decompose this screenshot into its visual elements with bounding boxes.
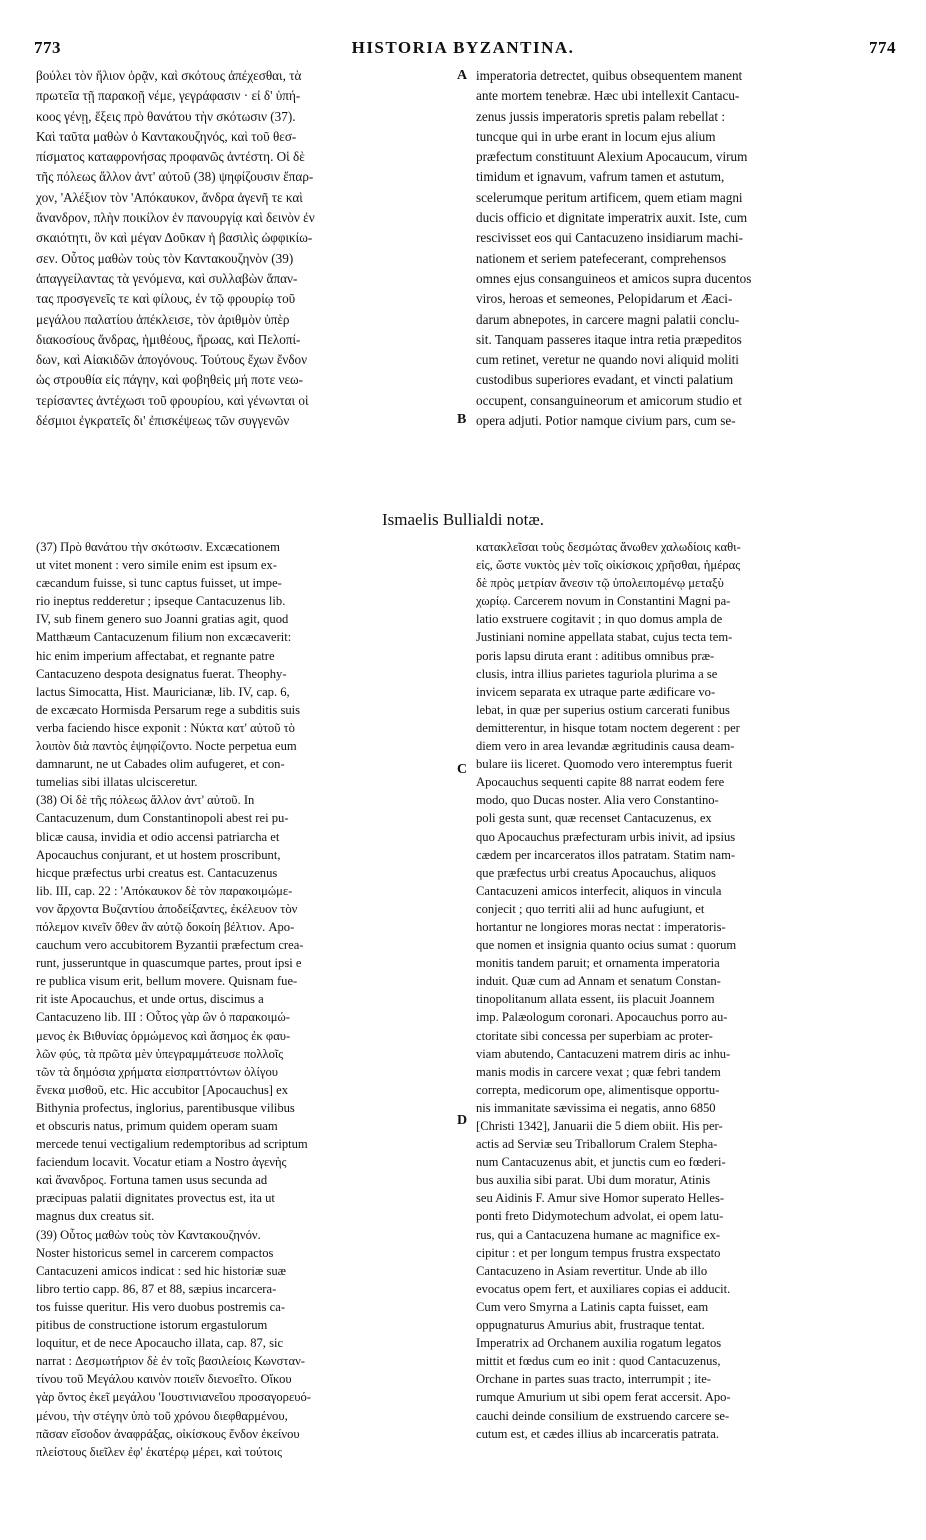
text-line: rit iste Apocauchus, et unde ortus, discimus a [36, 992, 264, 1007]
text-line: tinopolitanum allata essent, iis placuit Joannem [476, 992, 715, 1007]
text-line: actis ad Serviæ seu Triballorum Cralem Stepha- [476, 1137, 718, 1152]
text-line: poli gesta sunt, quæ recenset Cantacuzenus, ex [476, 811, 712, 826]
text-line: tumelias sibi illatas ulcisceretur. [36, 775, 198, 790]
text-line: præcipuas palatii dignitates provectus est, ita ut [36, 1191, 275, 1206]
text-line: Cantacuzeno despota designatus fuerat. Theophy- [36, 666, 287, 681]
text-line: cauchi deinde consilium de exstruendo carcere se- [476, 1408, 730, 1423]
text-line: faciendum locavit. Vocatur etiam a Nostro ἀγενὴς [36, 1155, 287, 1170]
text-line: δων, καὶ Αἰακιδῶν ἀπογόνους. Τούτους ἔχων ἔνδον [36, 352, 308, 368]
text-line: σκαιότητι, ὃν καὶ μέγαν Δοῦκαν ἡ βασιλὶς ὠφφικίω- [36, 230, 313, 246]
text-line: invicem separata ex utraque parte ædificare vo- [476, 684, 716, 699]
text-line: τερίσαντες ἀντέχωσι τοῦ φρουρίου, καὶ γένωνται οἱ [36, 392, 309, 408]
text-line: de excæcato Hormisda Persarum rege a subditis suis [36, 702, 301, 717]
text-line: narrat : Δεσμωτήριον δὲ ἐν τοῖς βασιλείοις Κωνσταν- [36, 1354, 305, 1369]
text-line: opera adjuti. Potior namque civium pars, cum se- [476, 413, 736, 429]
text-line: custodibus superiores evadant, et vincti palatium [476, 372, 734, 388]
text-line: evocatus opem fert, et auxiliares copias ei adducit. [476, 1281, 731, 1296]
text-line: καὶ ἄνανδρος. Fortuna tamen usus secunda ad [36, 1173, 268, 1188]
text-line: cutum est, et cædes illius ab incarceratis patrata. [476, 1426, 720, 1441]
text-line: τῶν τὰ δημόσια χρήματα εἰσπραττόντων ὀλίγου [36, 1064, 279, 1079]
text-line: Apocauchus sequenti capite 88 narrat eodem fere [476, 775, 725, 790]
text-line: zenus jussis imperatoris spretis palam rebellat : [476, 108, 726, 124]
text-line: rumque Amurium ut sibi opem ferat accersit. Apo- [476, 1390, 731, 1405]
text-line: hicque præfectus urbi creatus est. Cantacuzenus [36, 865, 278, 880]
text-line: poris lapsu diruta erant : aditibus omnibus præ- [476, 648, 715, 663]
text-line: ante mortem tenebræ. Hæc ubi intellexit Cantacu- [476, 88, 740, 104]
text-line: ἄνανδρον, πλὴν ποικίλον ἐν πανουργίᾳ καὶ δεινὸν ἐν [36, 210, 315, 226]
text-line: timidum et ignavum, vafrum tamen et astutum, [476, 169, 725, 185]
margin-letter-c: C [457, 762, 468, 777]
text-line: omnes ejus consanguineos et amicos supra ducentos [476, 270, 752, 286]
text-line: cauchum vero accubitorem Byzantii præfectum crea- [36, 938, 304, 953]
text-line: mercede tenui vectigalium redemptoribus ad scriptum [36, 1137, 308, 1152]
text-line: κατακλεῖσαι τοὺς δεσμώτας ἄνωθεν χαλωδίοις καθι- [476, 540, 741, 554]
page-number-left: 773 [34, 38, 61, 57]
text-line: μεγάλου παλατίου ἀπέκλεισε, τὸν ἀριθμὸν ὑπὲρ [36, 311, 290, 327]
text-line: ducis officio et dignitate imperatrix auxit. Iste, cum [476, 210, 748, 226]
running-title: HISTORIA BYZANTINA. [351, 38, 575, 57]
text-line: et obscuris natus, primum quidem operam suam [36, 1119, 278, 1133]
text-line: μένου, τὴν στέγην ὑπὸ τοῦ χρόνου διεφθαρμένου, [36, 1408, 288, 1423]
notes-left-column [36, 538, 454, 1461]
text-line: ctoritate sibi concessa per superbiam ac proter- [476, 1028, 713, 1043]
margin-letter-a: A [457, 68, 468, 83]
text-line: Cantacuzeni amicos interfecit, aliquos in vincula [476, 883, 722, 898]
text-line: num Cantacuzenus abit, et junctis cum eo fœderi- [476, 1155, 726, 1170]
text-line: præfectum constituunt Alexium Apocaucum, virum [476, 149, 748, 165]
text-line: Apocauchus conjurant, et ut hostem proscribunt, [36, 847, 281, 862]
text-line: μενος ἐκ Βιθυνίας ὁρμώμενος καὶ ἄσημος ἐκ φαυ- [36, 1028, 291, 1043]
text-line: rus, qui a Cantacuzena humane ac magnifice ex- [476, 1227, 721, 1242]
text-line: lebat, in quæ per superius ostium carcerati funibus [476, 702, 730, 717]
text-line: cædem per incarceratos illos patratam. Statim nam- [476, 847, 736, 862]
text-line: Bithynia profectus, inglorius, parentibusque vilibus [36, 1100, 295, 1115]
text-line: ἕνεκα μισθοῦ, etc. Hic accubitor [Apocauchus] ex [36, 1082, 289, 1097]
text-line: cum retinet, veretur ne quando novi aliquid moliti [476, 352, 739, 368]
text-line: darum abnepotes, in carcere magni palatii conclu- [476, 311, 740, 327]
text-line: IV, sub finem genero suo Joanni gratias agit, quod [36, 612, 289, 627]
text-line: runt, jusseruntque in quascumque partes, prout ipsi e [36, 956, 302, 971]
text-line: hic enim imperium affectabat, et regnante patre [36, 648, 275, 663]
text-line: damnarunt, ne ut Cabades olim aufugeret, et con- [36, 757, 285, 772]
text-line: tos fuisse queritur. His vero duobus postremis ca- [36, 1299, 286, 1314]
text-line: ut vitet monent : vero simile enim est ipsum ex- [36, 558, 277, 573]
text-line: que nomen et insignia quanto ocius sumat : quorum [476, 938, 737, 953]
text-line: induit. Quæ cum ad Annam et senatum Constan- [476, 974, 721, 989]
text-line: ὡς στρουθία εἰς πάγην, καὶ φοβηθεὶς μή ποτε νεω- [36, 372, 304, 388]
text-line: verba faciendo hisce exponit : Νύκτα κατ' αὐτοῦ τὸ [36, 720, 295, 735]
text-line: δὲ πρὸς μετρίαν ἄνεσιν τῷ ὑπολειπομένῳ μεταξὺ [476, 576, 724, 591]
text-line: re publica visum erit, bellum movere. Quisnam fue- [36, 974, 298, 989]
text-line: latio exstruere cogitavit ; in quo domus ampla de [476, 612, 723, 627]
text-line: τίνου τοῦ Μεγάλου καινὸν ποιεῖν διενοεῖτο. Οἴκου [36, 1372, 292, 1387]
page-number-right: 774 [869, 38, 896, 57]
text-line: rescivisset eos qui Cantacuzeno insidiarum machi- [476, 230, 743, 246]
text-line: Cantacuzeni amicos indicat : sed hic historiæ suæ [36, 1263, 287, 1278]
margin-letter-d: D [457, 1113, 468, 1128]
text-line: ἀπαγγείλαντας τὰ γενόμενα, καὶ συλλαβὼν ἅπαν- [36, 270, 298, 286]
text-line: (39) Οὗτος μαθὼν τοὺς τὸν Καντακουζηνόν. [36, 1227, 261, 1242]
text-line: scelerumque peritum artificem, quem etiam magni [476, 189, 743, 205]
notes-title: Ismaelis Bullialdi notæ. [382, 510, 544, 529]
text-line: Cantacuzenum, dum Constantinopoli abest rei pu- [36, 811, 289, 826]
text-line: σεν. Οὗτος μαθὼν τοὺς τὸν Καντακουζηνὸν (39) [36, 250, 294, 266]
text-line: [Christi 1342], Januarii die 5 diem obiit. His per- [476, 1119, 723, 1133]
text-line: πᾶσαν εἴσοδον ἀναφράξας, οἰκίσκους ἔνδον ἐκείνου [36, 1426, 300, 1441]
text-line: imperatoria detrectet, quibus obsequentem manent [476, 68, 743, 83]
text-line: Καὶ ταῦτα μαθὼν ὁ Καντακουζηνός, καὶ τοῦ θεσ- [36, 128, 297, 144]
text-line: nationem et seriem patefecerant, comprehensos [476, 250, 727, 266]
text-line: rio ineptus redderetur ; ipseque Cantacuzenus lib. [36, 594, 286, 609]
text-line: libro tertio capp. 86, 87 et 88, sæpius incarcera- [36, 1281, 277, 1296]
text-line: λοιπὸν διὰ παντὸς ἐψηφίζοντο. Nocte perpetua eum [36, 739, 297, 754]
text-line: νον ἄρχοντα Βυζαντίου ἀποδείξαντες, ἐκέλευον τὸν [36, 901, 298, 916]
text-line: viros, heroas et semeones, Pelopidarum et Æaci- [476, 291, 733, 307]
text-line: blicæ causa, invidia et odio accensi patriarcha et [36, 829, 280, 844]
text-line: τῆς πόλεως ἄλλον ἀντ' αὐτοῦ (38) ψηφίζουσιν ἔπαρ- [36, 169, 314, 185]
text-line: Orchane in partes suas tracto, interrumpit ; ite- [476, 1372, 712, 1387]
text-line: clusis, intra illius parietes taguriola plurima a se [476, 666, 718, 681]
text-line: conjecit ; quo territi alii ad hunc aufugiunt, et [476, 901, 705, 916]
notes-right-column [476, 538, 900, 1443]
text-line: εἰς, ὥστε νυκτὸς μὲν τοῖς οἰκίσκοις χρῆσθαι, ἡμέρας [476, 558, 741, 573]
text-line: Matthæum Cantacuzenum filium non excæcaverit: [36, 630, 292, 645]
text-line: imp. Palæologum coronari. Apocauchus porro au- [476, 1010, 728, 1025]
text-line: sit. Tanquam passeres itaque intra retia præpeditos [476, 331, 742, 347]
text-line: διακοσίους ἄνδρας, ἡμιθέους, ἥρωας, καὶ Πελοπί- [36, 331, 301, 347]
text-line: Justiniani nomine appellata stabat, cujus tecta tem- [476, 630, 733, 645]
text-line: hortantur ne longiores moras nectat : imperatoris- [476, 919, 726, 934]
text-line: Noster historicus semel in carcerem compactos [36, 1245, 274, 1260]
text-line: πόλεμον κινεῖν ὅθεν ἂν αὐτῷ δοκοίη βέλτιον. Apo- [36, 919, 295, 934]
text-line: βούλει τὸν ἥλιον ὁρᾷν, καὶ σκότους ἀπέχεσθαι, τὰ [36, 68, 302, 83]
margin-letter-b: B [457, 412, 467, 427]
running-header [0, 38, 926, 62]
text-line: κοος γένῃ, ἕξεις πρὸ θανάτου τὴν σκότωσιν (37). [36, 108, 296, 124]
text-line: oppugnaturus Amurius abit, frustraque tentat. [476, 1318, 705, 1333]
text-line: lib. III, cap. 22 : 'Απόκαυκον δὲ τὸν παρακοιμώμε- [36, 883, 293, 898]
text-line: bulare iis liceret. Quomodo vero interemptus fuerit [476, 757, 733, 772]
text-line: loquitur, et de nece Apocaucho illata, cap. 87, sic [36, 1336, 284, 1351]
text-line: πλείστους διεῖλεν ἐφ' ἑκατέρῳ μέρει, καὶ τούτοις [36, 1444, 283, 1459]
text-line: ponti freto Didymotechum advolat, ei opem latu- [476, 1209, 724, 1224]
text-line: monitis tandem paruit; et ornamenta imperatoria [476, 956, 720, 971]
text-line: bus auxilia sibi parat. Ubi dum moratur, Atinis [476, 1173, 711, 1188]
text-line: (38) Οἱ δὲ τῆς πόλεως ἄλλον ἀντ' αὐτοῦ. In [36, 793, 255, 808]
text-line: cipitur : et per longum tempus frustra exspectato [476, 1245, 721, 1260]
text-line: τας προσγενεῖς τε καὶ φίλους, ἐν τῷ φρουρίῳ τοῦ [36, 291, 296, 307]
text-line: diem vero in area levandæ ægritudinis causa deam- [476, 739, 735, 754]
text-line: χον, 'Αλέξιον τὸν 'Απόκαυκον, ἄνδρα ἀγενῆ τε καὶ [36, 189, 303, 205]
text-line: mittit et fœdus cum eo init : quod Cantacuzenus, [476, 1354, 721, 1369]
text-line: seu Aidinis F. Amur sive Homor superato Helles- [476, 1191, 725, 1206]
text-line: Cantacuzeno in Asiam revertitur. Unde ab illo [476, 1263, 708, 1278]
text-line: πρωτεῖα τῇ παρακοῇ νέμε, γεγράφασιν · εἰ δ' ὑπή- [36, 88, 301, 104]
text-line: γὰρ ὄντος ἐκεῖ μεγάλου 'Ιουστινιανεῖου προσαγορευό- [36, 1390, 311, 1405]
text-line: Cum vero Smyrna a Latinis capta fuisset, eam [476, 1299, 709, 1314]
text-line: modo, quo Ducas noster. Alia vero Constantino- [476, 793, 719, 808]
text-line: pitibus de constructione istorum ergastulorum [36, 1318, 268, 1333]
latin-text-column [476, 66, 900, 431]
text-line: magnus dux creatus sit. [36, 1209, 155, 1224]
text-line: lactus Simocatta, Hist. Mauricianæ, lib. IV, cap. 6, [36, 684, 290, 699]
text-line: que præfectus urbi creatus Apocauchus, aliquos [476, 865, 716, 880]
text-line: nis immanitate sævissima ei negatis, anno 6850 [476, 1100, 716, 1115]
text-line: correpta, medicorum ope, alimentisque opportu- [476, 1082, 720, 1097]
text-line: cæcandum fuisse, si tunc captus fuisset, ut impe- [36, 576, 282, 591]
text-line: λῶν φύς, τὰ πρῶτα μὲν ὑπεγραμμάτευσε πολλοῖς [36, 1046, 284, 1061]
text-line: tuncque qui in urbe erant in locum ejus alium [476, 128, 716, 144]
text-line: δέσμιοι ἐγκρατεῖς δι' ἐπισκέψεως τῶν συγγενῶν [36, 413, 290, 429]
greek-text-column [36, 66, 454, 431]
text-line: χωρίῳ. Carcerem novum in Constantini Magni pa- [476, 594, 731, 609]
text-line: (37) Πρὸ θανάτου τὴν σκότωσιν. Excæcationem [36, 540, 280, 554]
text-line: πίσματος καταφρονήσας προφανῶς ἀντέστη. Οἱ δὲ [36, 149, 305, 165]
text-line: manis modis in carcere vexat ; quæ febri tandem [476, 1064, 721, 1079]
text-line: Cantacuzeno lib. III : Οὗτος γὰρ ὢν ὁ παρακοιμώ- [36, 1010, 290, 1025]
text-line: quo Apocauchus præfecturam urbis inivit, ad ipsius [476, 829, 736, 844]
text-line: occupent, consanguineorum et amicorum studio et [476, 392, 742, 408]
text-line: Imperatrix ad Orchanem auxilia rogatum legatos [476, 1336, 722, 1351]
text-line: demitterentur, in hisque totam noctem degerent : per [476, 720, 740, 735]
text-line: viam abutendo, Cantacuzeni matrem diris ac inhu- [476, 1046, 731, 1061]
